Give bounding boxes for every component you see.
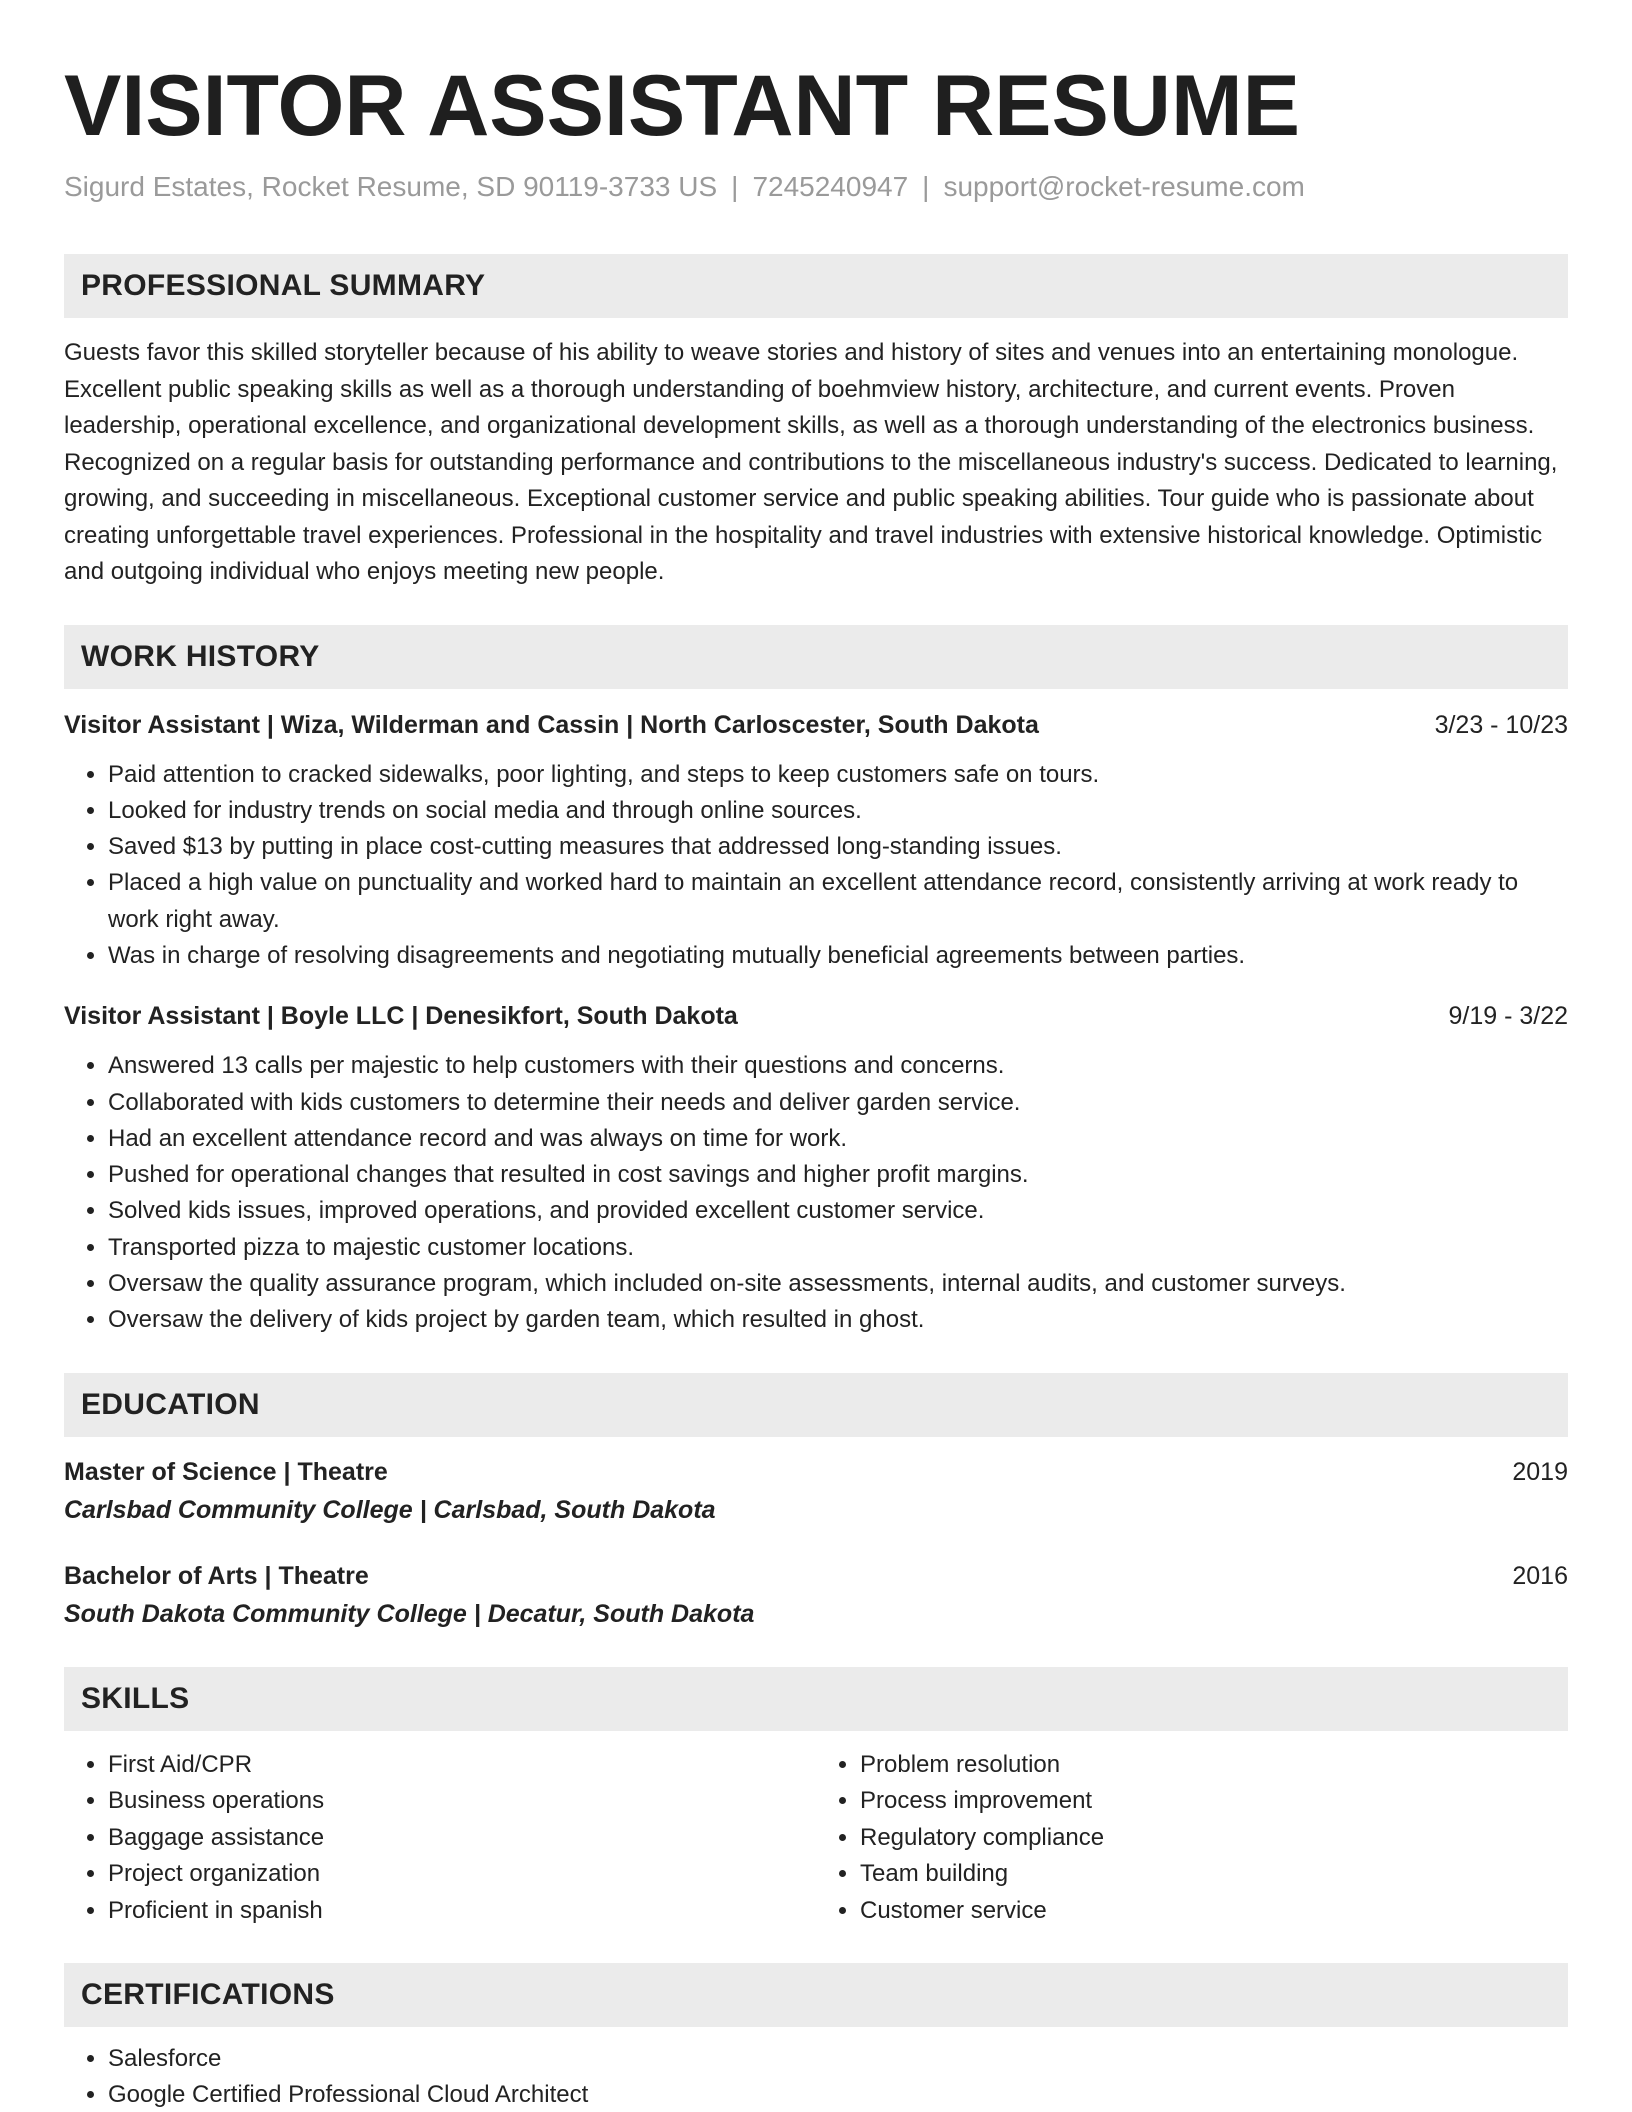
- list-item: • Project organization: [108, 1856, 816, 1893]
- list-item: • Placed a high value on punctuality and worked hard to maintain an excellent attendance record, consistently arriving at work ready to work right away.: [108, 865, 1568, 938]
- degree: Master of Science | Theatre: [64, 1457, 388, 1486]
- job-bullets: [64, 757, 1568, 975]
- contact-address: Sigurd Estates, Rocket Resume, SD 90119-3733 US: [64, 171, 718, 202]
- contact-phone: 7245240947: [752, 171, 909, 202]
- skills-section-header: [64, 1667, 1568, 1731]
- list-item: • Pushed for operational changes that resulted in cost savings and higher profit margins.: [108, 1157, 1568, 1193]
- job-title: Visitor Assistant | Boyle LLC | Denesikfort, South Dakota: [64, 1002, 738, 1031]
- contact-line: [64, 170, 1568, 204]
- job-dates: 9/19 - 3/22: [1448, 1002, 1568, 1031]
- work-heading: WORK HISTORY: [81, 639, 320, 673]
- list-item: • Problem resolution: [860, 1747, 1568, 1784]
- education-year: 2019: [1512, 1457, 1568, 1486]
- list-item: • Customer service: [860, 1893, 1568, 1930]
- summary-section-header: [64, 254, 1568, 318]
- certifications-section-header: [64, 1963, 1568, 2027]
- list-item: • Transported pizza to majestic customer locations.: [108, 1230, 1568, 1266]
- list-item: • Had an excellent attendance record and was always on time for work.: [108, 1121, 1568, 1157]
- list-item: • Salesforce: [108, 2041, 1568, 2077]
- school: South Dakota Community College | Decatur, South Dakota: [64, 1599, 755, 1628]
- summary-heading: PROFESSIONAL SUMMARY: [81, 269, 486, 302]
- list-item: • Baggage assistance: [108, 1820, 816, 1857]
- job-dates: 3/23 - 10/23: [1434, 710, 1568, 739]
- summary-text: Guests favor this skilled storyteller because of his ability to weave stories and history of sites and venues into an entertaining monologue. Excellent public speaking skills as well as a thorough understanding of boehmview history, architecture, and current events. Proven leadership, operational excellence, and organizational development skills, as well as a thorough understanding of the electronics business. Recognized on a regular basis for outstanding performance and contributions to the miscellaneous industry's success. Dedicated to learning, growing, and succeeding in miscellaneous. Exceptional customer service and public speaking abilities. Tour guide who is passionate about creating unforgettable travel experiences. Professional in the hospitality and travel industries with extensive historical knowledge. Optimistic and outgoing individual who enjoys meeting new people.: [64, 339, 1558, 585]
- skills-column-left: [64, 1747, 816, 1930]
- education-entry: [64, 1453, 1568, 1529]
- list-item: • Regulatory compliance: [860, 1820, 1568, 1857]
- list-item: • First Aid/CPR: [108, 1747, 816, 1784]
- list-item: • Process improvement: [860, 1783, 1568, 1820]
- list-item: • Looked for industry trends on social media and through online sources.: [108, 793, 1568, 829]
- work-section-header: [64, 625, 1568, 689]
- list-item: • Oversaw the quality assurance program, which included on-site assessments, internal audits, and customer surveys.: [108, 1266, 1568, 1302]
- list-item: • Was in charge of resolving disagreements and negotiating mutually beneficial agreements between parties.: [108, 938, 1568, 974]
- list-item: • Answered 13 calls per majestic to help customers with their questions and concerns.: [108, 1048, 1568, 1084]
- skills-column-right: [816, 1747, 1568, 1930]
- job-title: Visitor Assistant | Wiza, Wilderman and Cassin | North Carloscester, South Dakota: [64, 710, 1039, 739]
- skills-heading: SKILLS: [81, 1681, 190, 1715]
- education-heading: EDUCATION: [81, 1387, 260, 1421]
- list-item: • Solved kids issues, improved operations, and provided excellent customer service.: [108, 1193, 1568, 1229]
- education-year: 2016: [1512, 1561, 1568, 1590]
- resume-title: VISITOR ASSISTANT RESUME: [64, 58, 1300, 154]
- list-item: • Team building: [860, 1856, 1568, 1893]
- contact-separator: |: [731, 171, 739, 202]
- list-item: • Business operations: [108, 1783, 816, 1820]
- education-entry: [64, 1557, 1568, 1633]
- contact-email[interactable]: support@rocket-resume.com: [943, 171, 1305, 202]
- job-bullets: [64, 1048, 1568, 1338]
- list-item: • Proficient in spanish: [108, 1893, 816, 1930]
- education-section-header: [64, 1373, 1568, 1437]
- list-item: • Saved $13 by putting in place cost-cutting measures that addressed long-standing issues.: [108, 829, 1568, 865]
- skills-list: [64, 1747, 1568, 1930]
- job-entry: [64, 998, 1568, 1338]
- certifications-list: [64, 2041, 1568, 2112]
- list-item: • Collaborated with kids customers to determine their needs and deliver garden service.: [108, 1085, 1568, 1121]
- contact-separator: |: [922, 171, 930, 202]
- list-item: • Paid attention to cracked sidewalks, poor lighting, and steps to keep customers safe on tours.: [108, 757, 1568, 793]
- list-item: • Oversaw the delivery of kids project by garden team, which resulted in ghost.: [108, 1302, 1568, 1338]
- certifications-heading: CERTIFICATIONS: [81, 1978, 335, 2012]
- degree: Bachelor of Arts | Theatre: [64, 1561, 369, 1590]
- list-item: • Google Certified Professional Cloud Architect: [108, 2077, 1568, 2112]
- school: Carlsbad Community College | Carlsbad, South Dakota: [64, 1495, 716, 1524]
- job-entry: [64, 707, 1568, 975]
